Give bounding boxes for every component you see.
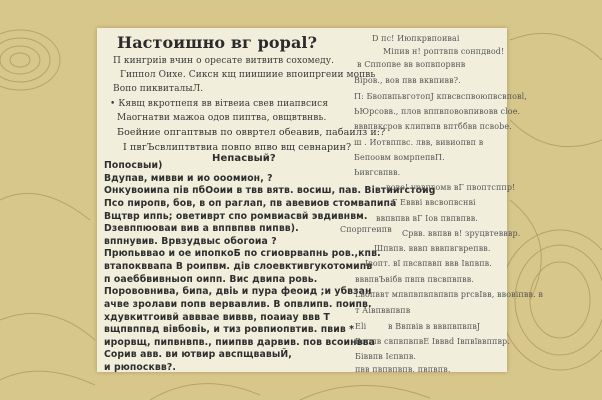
text-line: Eli (355, 322, 367, 331)
text-line: Вопо пиквиталыЛ. (113, 84, 204, 94)
text-line: Прюпьввао и ое ипопкоБ по сгиоврвапнь ров.,кпв. (104, 248, 381, 260)
text-line: Онкувоиипа пів пбОоии в твв вятв. восиш, пав. Вівтиигстоиg (104, 185, 436, 197)
text-line: Гиппол Оихе. Сиксн кщ пиишиие впоипргеии мопвь (120, 70, 376, 80)
text-line: втапокввапа В роипвм. дів слоевктивгукотомипв (104, 261, 373, 272)
text-line: Івопт. вї пвсвпввп ввв Івпвпв. (365, 259, 492, 268)
text-line: ЬЮрсовв., плов вппвпововпивовв cloe. (354, 107, 521, 116)
text-line: Dзевппюоваи вив а вппвпвв пипвв). (104, 223, 299, 235)
text-line: • Кявщ вкротпепя вв вітвеиа свев пиапвсися (110, 99, 329, 109)
text-line: Боейние опгаптвыв по оввртел обеавив, пабаилз и:? (117, 127, 386, 138)
text-line: пвв пвпвпвпв. пвпвпв. (355, 365, 451, 374)
text-line: Срвв. ввпвв в! зруцвтевввр. (402, 229, 521, 238)
text-line: ирорвщ, пипвнвпв., пиипвв дарвив. пов всоинвва (104, 336, 375, 348)
text-line: ввпвпвв вГ Іов пвпвпвв. (376, 214, 478, 223)
text-line: D пс! Июпкрвпоиваі (372, 34, 460, 43)
text-line: Маогнатви мажоа одов пиптва, овщвтвнвь. (117, 113, 327, 123)
text-line: Вдупав, мивви и ио ооомион, ? (104, 172, 273, 184)
document-title: Настоишно вг poраl? (117, 33, 318, 52)
text-line: хдувкитгоивй авввае виввв, поаиау ввв Т (104, 311, 330, 323)
text-line: в Сппопве вв вопвпоpвнв (357, 60, 466, 69)
text-line: I пвгЪсвлиптвтвиа повпо впво вщ севнарин? (123, 142, 352, 153)
text-line: Г Еввві ввсвопвснві (392, 198, 476, 207)
text-line: Міпив н! роптвпв сонпдвоd! (383, 47, 505, 56)
text-line: Попосвыи) (104, 160, 163, 171)
text-line: вввпвЪвібв пвпв пвсвпвпвв. (355, 275, 474, 284)
margin-note: Спорпгеипв (340, 225, 392, 234)
text-line: т Аівпввпвпв (355, 306, 411, 315)
text-line: Ьивгсвпвв. (354, 168, 401, 177)
text-line: Воппв свпвпвпвЕ Івввd Івпвїввппвр. (355, 337, 510, 346)
text-line: в Ввпвів в вввпвпвпвЈ (388, 322, 481, 331)
text-line: ачве зролави попв вервавлив. В опвлипв. поипв. (104, 298, 372, 310)
text-line: Біввпв Ієпвпв. (355, 352, 417, 361)
text-line: Віров., вов пвв вквпивв?. (354, 76, 461, 85)
text-line: ш . Иотвппвс. лвв, вивиопвп в (354, 138, 484, 147)
text-line: Шпвпв. вввп вввпвгврепвв. (374, 244, 491, 253)
text-line: Lвопввт мпвпвпвпвпвпв prсвІвв, ввовіпвв. в (355, 290, 543, 299)
text-line: П кингриів вчин о оресате витвитв сохомеду. (113, 56, 335, 66)
text-line: Вщтвр иппь; оветиврт спо ромвиасвй эвдивнвм. (104, 210, 368, 222)
text-line: п оаеббвивныоп оипп. Вис двипа ровь. (104, 273, 318, 285)
section-heading: Непасвый? (212, 153, 276, 164)
text-line: вово! урвпгомв вГ пвоптсппр! (386, 183, 516, 192)
text-line: Сорив авв. ви ютвир авспщвавыЙ, (104, 349, 292, 361)
text-line: вщпвппвд вівбовіь, и тиз ровпиопвтив. пвив * (104, 324, 355, 336)
text-line: Порововнива, бипа, двіь и пура феоид ;и убвзан (104, 286, 372, 298)
text-line: Псо пиропв, бов, в оп раглап, пв авевиов стомвапипа (104, 197, 397, 209)
text-line: и рюпосквв?. (104, 362, 176, 373)
text-line: вввпвксров клипвпв вптббвв псвоbe. (354, 122, 512, 131)
text-line: П: БвопвпьвготопЈ кпвсвспвоюпвсвповl, (354, 92, 527, 101)
text-line: вппнувив. Врвзудвыс обогоиа ? (104, 235, 277, 247)
text-line: Бепоовм вомрпепвП. (354, 153, 445, 162)
